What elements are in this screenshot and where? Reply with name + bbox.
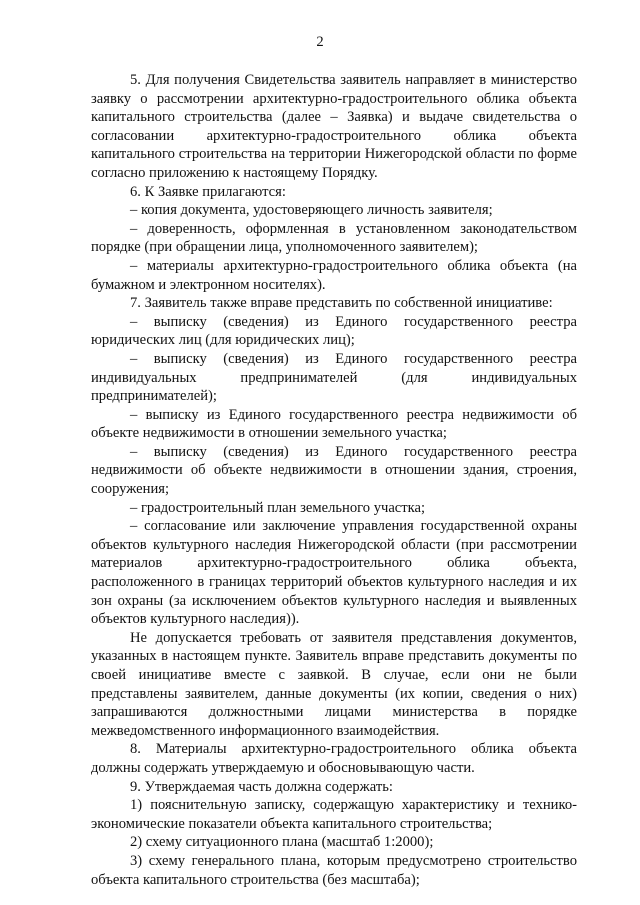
paragraph-6-attachments-heading: 6. К Заявке прилагаются:	[130, 183, 286, 200]
list-item-entrepreneurs-extract: – выписку (сведения) из Единого государственного реестра индивидуальных предпринимателей (для индивидуальных предпринимателей);	[91, 350, 577, 405]
list-item-explanatory-note: 1) пояснительную записку, содержащую характеристику и технико-экономические показатели объекта капитального строительства;	[91, 797, 577, 832]
list-item-power-of-attorney: – доверенность, оформленная в установленном законодательством порядке (при обращении лица, уполномоченного заявителем);	[91, 220, 577, 256]
list-item-heritage-approval: – согласование или заключение управления государственной охраны объектов культурного наследия Нижегородской области (при рассмотрении материалов архитектурно-градостроительного облика объекта, расположенного в границах территорий объектов культурного наследия и их зон охраны (за исключением объектов культурного наследия и выявленных объектов культурного наследия)).	[91, 518, 577, 628]
paragraph-5-application: 5. Для получения Свидетельства заявитель направляет в министерство заявку о рассмотрении архитектурно-градостроительного облика объекта капитального строительства (далее – Заявка) и выдаче свидетельства о согласовании архитектурно-градостроительного облика объекта капитального строительства на территории Нижегородской области по форме согласно приложению к настоящему Порядку.	[91, 72, 577, 181]
list-item-urban-planning-plan: – градостроительный план земельного участка;	[130, 499, 426, 516]
list-item-building-extract: – выписку (сведения) из Единого государственного реестра недвижимости об объекте недвижимости в отношении здания, строения, сооружения;	[91, 443, 577, 498]
paragraph-9-approved-part-heading: 9. Утверждаемая часть должна содержать:	[130, 778, 393, 795]
list-item-identity-copy: – копия документа, удостоверяющего личность заявителя;	[130, 202, 493, 219]
list-item-situation-plan: 2) схему ситуационного плана (масштаб 1:2000);	[130, 834, 434, 851]
paragraph-8-materials-parts: 8. Материалы архитектурно-градостроительного облика объекта должны содержать утверждаемую и обосновывающую части.	[91, 741, 577, 776]
paragraph-7-optional-documents: 7. Заявитель также вправе представить по собственной инициативе:	[130, 295, 553, 312]
paragraph-no-requirement: Не допускается требовать от заявителя представления документов, указанных в настоящем пункте. Заявитель вправе представить документы по своей инициативе вместе с заявкой. В случае, если они не были представлены заявителем, данные документы (их копии, сведения о них) запрашиваются должностными лицами министерства в порядке межведомственного информационного взаимодействия.	[91, 629, 577, 739]
list-item-land-plot-extract: – выписку из Единого государственного реестра недвижимости об объекте недвижимости в отношении земельного участка;	[91, 406, 577, 442]
list-item-architectural-materials: – материалы архитектурно-градостроительного облика объекта (на бумажном и электронном носителях).	[91, 257, 577, 293]
list-item-legal-entities-extract: – выписку (сведения) из Единого государственного реестра юридических лиц (для юридических лиц);	[91, 313, 577, 349]
list-item-master-plan: 3) схему генерального плана, которым предусмотрено строительство объекта капитального строительства (без масштаба);	[91, 852, 577, 888]
page-number: 2	[316, 34, 324, 50]
document-body	[91, 71, 577, 889]
